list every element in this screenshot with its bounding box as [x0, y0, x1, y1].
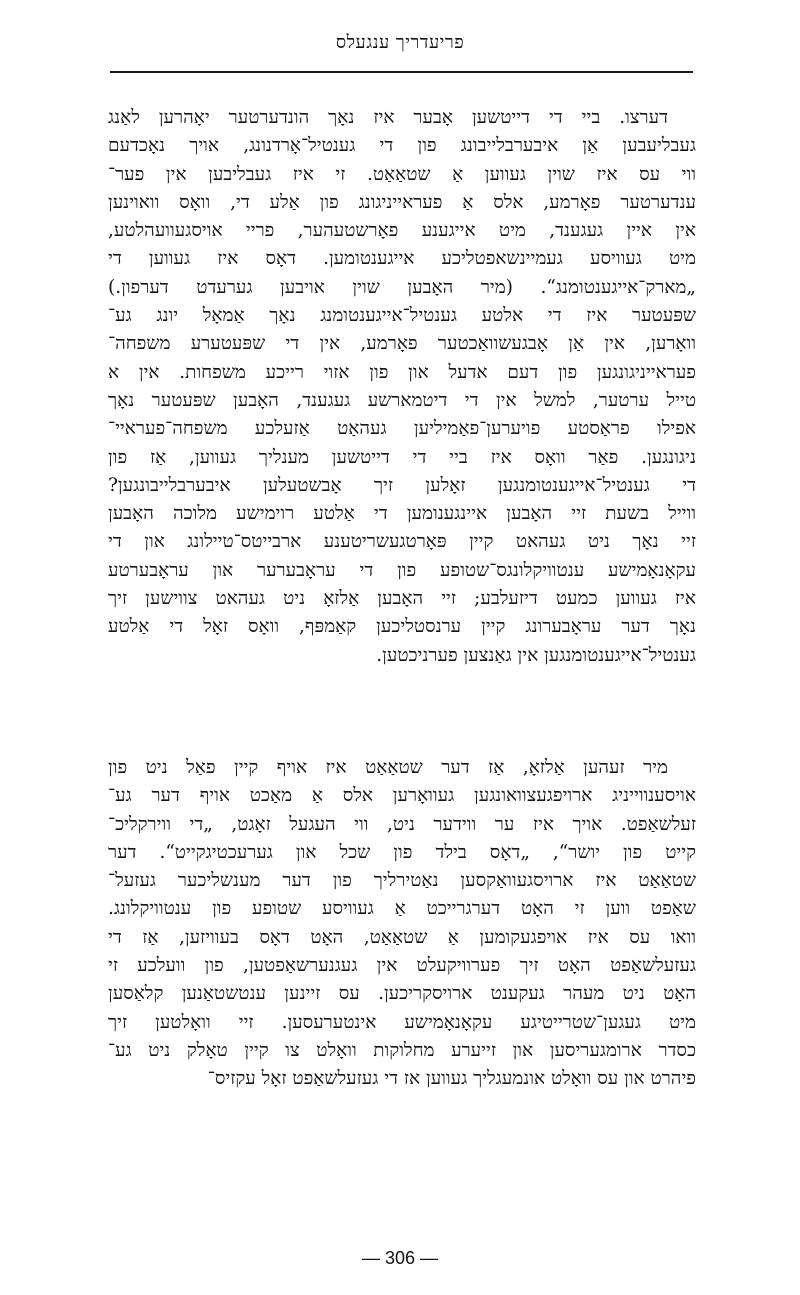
- text-line: האָט ניט מעהר געקענט ארויסקריכען. עס זיינען ענטשטאַנען קלאַסען: [108, 983, 696, 1005]
- text-line: גענטיל־אייגענטומנגען אין גאַנצען פערניכטען.: [376, 644, 696, 666]
- text-line: וואָרען, אין אַן אָבגעשוואַכטער פאָרמע, אין די שפּעטערע משפחה־: [108, 333, 696, 355]
- text-line: ווייל בשעת זיי האָבען איינגענומען די אַלטע רוימישע מלוכה האָבען: [108, 503, 696, 525]
- page-number: — 306 —: [361, 1248, 439, 1268]
- text-line: מיר זעהען אַלזאָ, אַז דער שטאַאַט איז אויף קיין פאַל ניט פון: [108, 757, 668, 778]
- text-line: מיט געוויסע געמיינשאפטליכע אייגענטומען. דאָס איז געווען די: [108, 248, 696, 270]
- text-line: „מארק־אייגענטומנג“. (מיר האָבען שוין אויבען גערעדט דערפון.): [108, 276, 696, 298]
- text-line: איז געווען כמעט דיזעלבע; זיי האָבען אַלזאָ ניט געהאט צווישען זיך: [108, 588, 696, 610]
- text-line: כסדר ארומגעריסען און זייערע מחלוקות וואָלט צו קיין טאָלק ניט גע־: [108, 1039, 696, 1061]
- text-line: אפילו פראַסטע פויערען־פאַמיליען געהאַט אַזעלכע משפחה־פעראיי־: [108, 418, 696, 440]
- text-line: דערצו. ביי די דייטשען אָבער איז נאָך הונדערטער יאָהרען לאַנג: [108, 107, 668, 128]
- text-line: פיהרט און עס וואָלט אונמעגליך געווען אז די געזעלשאַפט זאָל עקזיס־: [207, 1068, 696, 1090]
- text-line: שטאַאַט איז ארויסגעוואַקסען נאַטירליך פון דער מענשליכער געזעל־: [108, 870, 696, 892]
- text-line: ענדערטער פאָרמע, אלס אַ פעראייניגונג פון אַלע די, וואָס וואוינען: [108, 191, 696, 213]
- text-line: געבליעבען אַן איבערבלייבונג פון די גענטיל־אָרדנונג, אויך נאָכדעם: [108, 135, 696, 157]
- text-line: זעלשאַפט. אויך איז ער ווידער ניט, ווי העגעל זאָגט, „די ווירקליכ־: [108, 813, 696, 835]
- text-line: טייל ערטער, למשל אין די דיטמארשע געגענד, האָבען שפּעטער נאָך: [108, 389, 696, 411]
- text-line: געזעלשאַפט האָט זיך פערוויקעלט אין געגנערשאַפטען, פון וועלכע זי: [108, 955, 696, 977]
- text-line: ניגונגען. פאַר וואָס איז ביי די דייטשען מענליך געווען, אַז פון: [108, 446, 696, 468]
- text-line: שאַפט ווען זי האָט דערגרייכט אַ געוויסע שטופע פון ענטוויקלונג.: [108, 898, 696, 920]
- header-rule: [110, 71, 693, 73]
- paragraph: [108, 104, 696, 670]
- text-line: שפּעטער איז די אלטע גענטיל־אייגענטומנג נאָך אַמאָל יונג גע־: [108, 305, 696, 327]
- text-line: ווי עס איז שוין געווען אַ שטאַאַט. זי איז געבליבען אין פער־: [108, 163, 696, 185]
- text-line: די גענטיל־אייגענטומנגען זאָלען זיך אָבשטעלען איבערבלייבונגען?: [108, 474, 696, 496]
- running-head: פריעדריך ענגעלס: [335, 32, 465, 53]
- text-line: נאָך דער עראָבערונג קיין ערנסטליכען קאַמפּף, וואָס זאָל די אַלטע: [108, 616, 696, 638]
- text-line: וואו עס איז אויפגעקומען אַ שטאַאַט, האָט דאָס בעוויזען, אַז די: [108, 926, 696, 948]
- text-line: מיט געגען־שטרייטיגע עקאָנאָמישע אינטערעסען. זיי וואָלטען זיך: [108, 1011, 696, 1033]
- text-line: קייט פון יושר“, „דאָס בילד פון שכל און גערעכטיגקייט“. דער: [108, 841, 696, 863]
- text-line: פעראייניגונגען פון דעם אדעל און פון אזוי רייכע משפחות. אין א: [108, 361, 696, 383]
- text-line: אין איין געגענד, מיט אייגענע פאָרשטעהער, פריי אויסגעוועהלטע,: [108, 220, 696, 242]
- text-line: עקאָנאָמישע ענטוויקלונגס־שטופע פון די עראָבערער און עראָבערטע: [108, 559, 696, 581]
- text-line: זיי נאָך ניט געהאט קיין פּאָרטגעשריטענע ארבייטס־טיילונג און די: [108, 531, 696, 553]
- text-line: אויסענווייניג ארויפגעצוואונגען געוואָרען אלס אַ מאַכט אויף דער גע־: [108, 785, 696, 807]
- paragraph: [108, 754, 696, 1094]
